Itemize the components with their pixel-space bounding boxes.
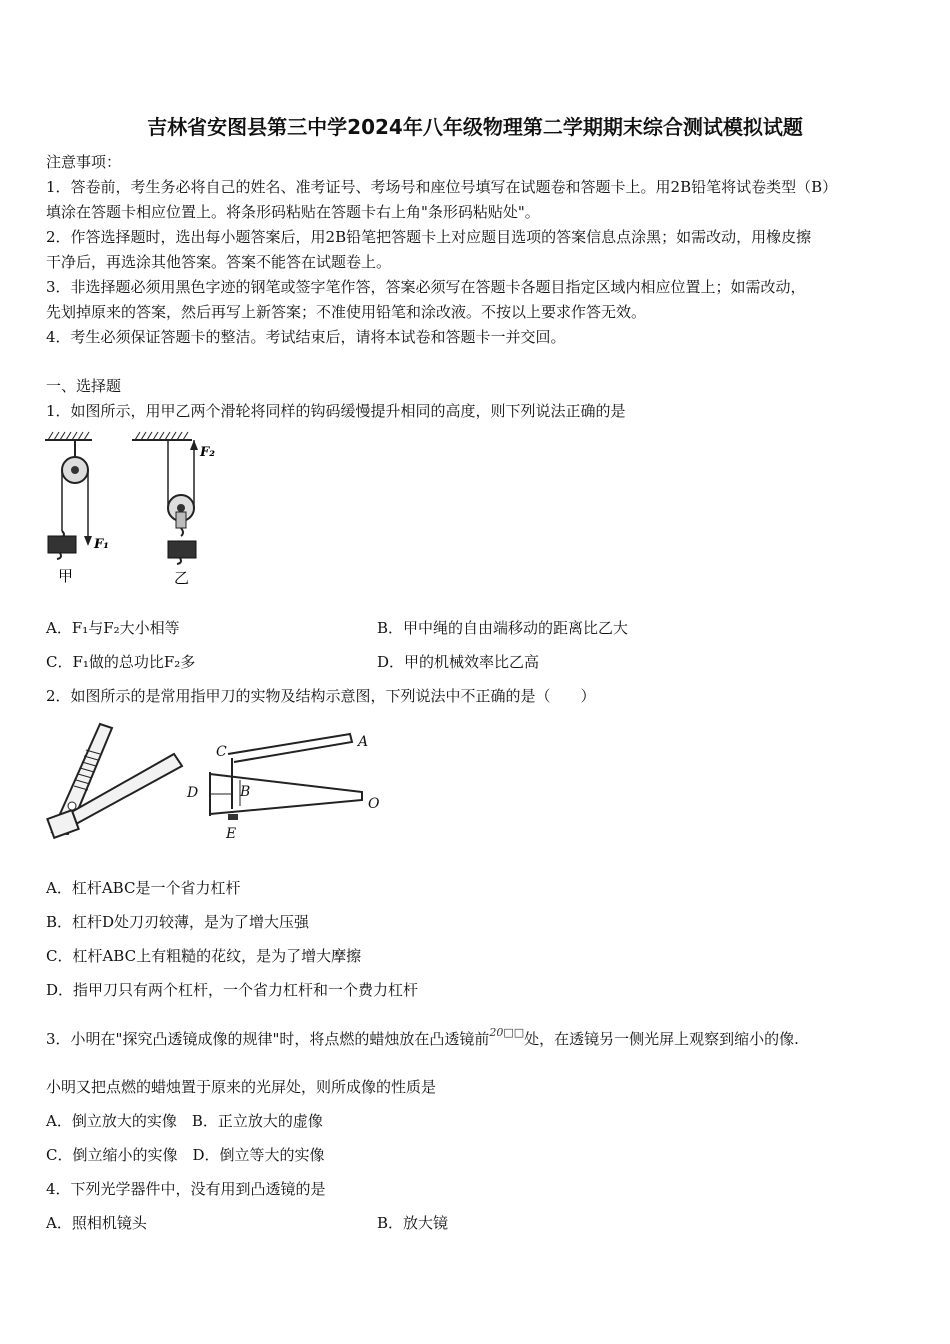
notice-heading: 注意事项： [46,153,122,171]
force-f1-label: F₁ [94,537,109,552]
notice-line: 3．非选择题必须用黑色字迹的钢笔或签字笔作答，答案必须写在答题卡各题目指定区域内相应位置上；如需改动， [46,278,806,296]
q2-option-d: D．指甲刀只有两个杠杆，一个省力杠杆和一个费力杠杆 [46,981,419,999]
q3-stem-pre: 3．小明在"探究凸透镜成像的规律"时，将点燃的蜡烛放在凸透镜前 [46,1030,490,1048]
section-heading: 一、选择题 [46,377,122,395]
nail-clipper-diagram [42,714,382,844]
pulley-diagram [40,428,240,593]
q2-option-b: B．杠杆D处刀刃较薄，是为了增大压强 [46,913,310,931]
label-e: E [226,826,237,842]
q2-option-a: A．杠杆ABC是一个省力杠杆 [46,879,241,897]
nail-clipper-figure [42,714,382,844]
label-c: C [216,744,227,760]
q1-option-c: C．F₁做的总功比F₂多 [46,653,196,671]
notice-line: 先划掉原来的答案，然后再写上新答案；不准使用铅笔和涂改液。不按以上要求作答无效。 [46,303,647,321]
force-f2-label: F₂ [200,445,215,460]
q2-stem: 2．如图所示的是常用指甲刀的实物及结构示意图，下列说法中不正确的是（ ） [46,687,596,705]
label-b: B [240,784,251,800]
q1-option-a: A．F₁与F₂大小相等 [46,619,180,637]
page-title: 吉林省安图县第三中学2024年八年级物理第二学期期末综合测试模拟试题 [147,115,803,139]
q3-stem-post: 处，在透镜另一侧光屏上观察到缩小的像. [524,1030,799,1048]
notice-line: 填涂在答题卡相应位置上。将条形码粘贴在答题卡右上角"条形码粘贴处"。 [46,203,540,221]
q1-option-d: D．甲的机械效率比乙高 [377,653,540,671]
caption-jia: 甲 [58,567,74,585]
q4-option-b: B．放大镜 [377,1214,449,1232]
q2-option-c: C．杠杆ABC上有粗糙的花纹，是为了增大摩擦 [46,947,362,965]
q1-option-b: B．甲中绳的自由端移动的距离比乙大 [377,619,629,637]
caption-yi: 乙 [174,569,190,587]
q3-options-row2: C．倒立缩小的实像 D．倒立等大的实像 [46,1146,325,1164]
q1-stem: 1．如图所示，用甲乙两个滑轮将同样的钩码缓慢提升相同的高度，则下列说法正确的是 [46,402,626,420]
q4-option-a: A．照相机镜头 [46,1214,147,1232]
q3-stem [46,1026,799,1051]
label-o: O [368,796,380,812]
label-d: D [187,785,199,801]
notice-line: 干净后，再选涂其他答案。答案不能答在试题卷上。 [46,253,392,271]
notice-line: 2．作答选择题时，选出每小题答案后，用2B铅笔把答题卡上对应题目选项的答案信息点涂黑；如需改动，用橡皮擦 [46,228,812,246]
q3-line2: 小明又把点燃的蜡烛置于原来的光屏处，则所成像的性质是 [46,1078,437,1096]
pulley-figure [40,428,240,593]
q3-options-row1: A．倒立放大的实像 B．正立放大的虚像 [46,1112,323,1130]
notice-line: 4．考生必须保证答题卡的整洁。考试结束后，请将本试卷和答题卡一并交回。 [46,328,566,346]
notice-line: 1．答卷前，考生务必将自己的姓名、准考证号、考场号和座位号填写在试题卷和答题卡上。用2B铅笔将试卷类型（B） [46,178,838,196]
label-a: A [358,734,369,750]
q4-stem: 4．下列光学器件中，没有用到凸透镜的是 [46,1180,326,1198]
q3-distance: 20□□ [489,1026,525,1039]
